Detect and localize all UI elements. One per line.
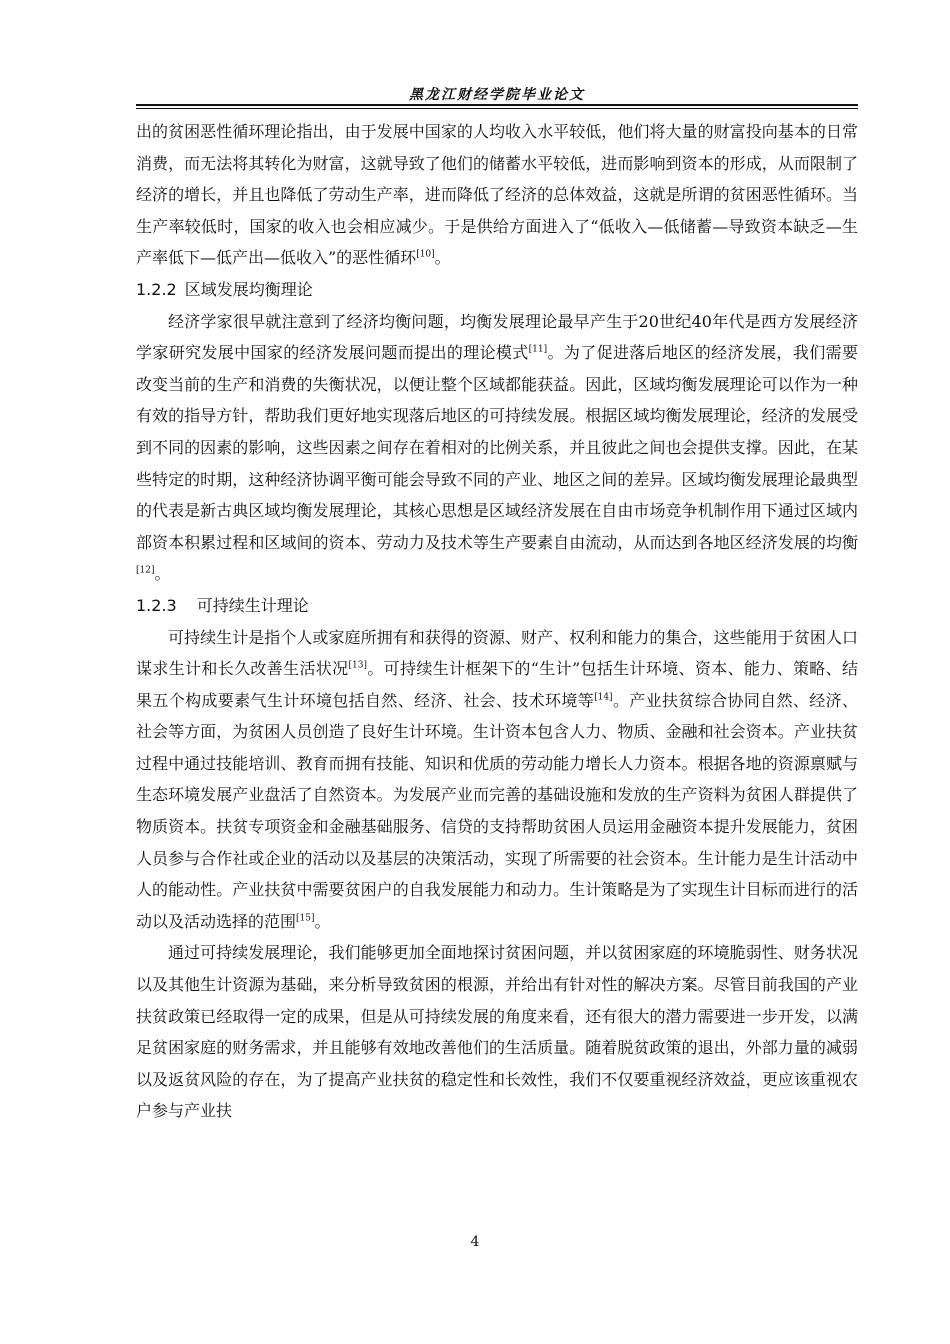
citation-ref: [10] xyxy=(416,250,435,261)
header-rule-thick xyxy=(136,104,858,106)
header-rule-thin xyxy=(136,108,858,109)
section-number: 1.2.2 xyxy=(136,279,177,299)
page-number: 4 xyxy=(470,1234,480,1250)
body-paragraph xyxy=(136,116,858,274)
section-title: 区域发展均衡理论 xyxy=(184,279,313,299)
body-paragraph xyxy=(136,622,858,938)
body-paragraph xyxy=(136,306,858,590)
citation-ref: [13] xyxy=(348,660,367,671)
citation-ref: [11] xyxy=(528,344,548,355)
paragraph-text: 出的贫困恶性循环理论指出，由于发展中国家的人均收入水平较低，他们将大量的财富投向基本的日常消费，而无法将其转化为财富，这就导致了他们的储蓄水平较低，进而影响到资本的形成，从而限制了经济的增长，并且也降低了劳动生产率，进而降低了经济的总体效益，这就是所谓的贫困恶性循环。当生产率较低时，国家的收入也会相应减少。于是供给方面进入了“低收入—低储蓄—导致资本缺乏—生产率低下—低产出—低收入”的恶性循环 xyxy=(136,122,858,268)
paragraph-text: 。 xyxy=(154,564,171,584)
paragraph-text: 。可持续生计框架下的“生计”包括生计环境、资本、能力、策略、结果五个构成要素气生计环境包括自然、经济、社会、技术环境等 xyxy=(136,659,858,710)
paragraph-text: 。 xyxy=(434,248,451,268)
page-header-title: 黑龙江财经学院毕业论文 xyxy=(409,87,585,103)
section-heading xyxy=(136,274,858,306)
section-heading xyxy=(136,590,858,622)
citation-ref: [15] xyxy=(296,913,315,924)
paragraph-text: 通过可持续发展理论，我们能够更加全面地探讨贫困问题，并以贫困家庭的环境脆弱性、财务状况以及其他生计资源为基础，来分析导致贫困的根源，并给出有针对性的解决方案。尽管目前我国的产业扶贫政策已经取得一定的成果，但是从可持续发展的角度来看，还有很大的潜力需要进一步开发，以满足贫困家庭的财务需求，并且能够有效地改善他们的生活质量。随着脱贫政策的退出，外部力量的减弱以及返贫风险的存在，为了提高产业扶贫的稳定性和长效性，我们不仅要重视经济效益，更应该重视农户参与产业扶 xyxy=(136,943,858,1121)
paragraph-text: 。 xyxy=(314,911,331,931)
paragraph-text: 。产业扶贫综合协同自然、经济、社会等方面，为贫困人员创造了良好生计环境。生计资本包含人力、物质、金融和社会资本。产业扶贫过程中通过技能培训、教育而拥有技能、知识和优质的劳动能力增长人力资本。根据各地的资源禀赋与生态环境发展产业盘活了自然资本。为发展产业而完善的基础设施和发放的生产资料为贫困人群提供了物质资本。扶贫专项资金和金融基础服务、信贷的支持帮助贫困人员运用金融资本提升发展能力，贫困人员参与合作社或企业的活动以及基层的决策活动，实现了所需要的社会资本。生计能力是生计活动中人的能动性。产业扶贫中需要贫困户的自我发展能力和动力。生计策略是为了实现生计目标而进行的活动以及活动选择的范围 xyxy=(136,690,858,931)
paragraph-text: 经济学家很早就注意到了经济均衡问题，均衡发展理论最早产生于20世纪40年代是西方发展经济学家研究发展中国家的经济发展问题而提出的理论模式 xyxy=(136,311,858,363)
section-number: 1.2.3 xyxy=(136,595,177,615)
paragraph-text: 。为了促进落后地区的经济发展，我们需要改变当前的生产和消费的失衡状况，以便让整个区域都能获益。因此，区域均衡发展理论可以作为一种有效的指导方针，帮助我们更好地实现落后地区的可持续发展。根据区域均衡发展理论，经济的发展受到不同的因素的影响，这些因素之间存在着相对的比例关系，并且彼此之间也会提供支撑。因此，在某些特定的时期，这种经济协调平衡可能会导致不同的产业、地区之间的差异。区域均衡发展理论最典型的代表是新古典区域均衡发展理论，其核心思想是区域经济发展在自由市场竞争机制作用下通过区域内部资本积累过程和区域间的资本、劳动力及技术等生产要素自由流动，从而达到各地区经济发展的均衡 xyxy=(136,343,858,552)
citation-ref: [12] xyxy=(136,565,155,576)
citation-ref: [14] xyxy=(594,692,613,703)
section-title: 可持续生计理论 xyxy=(196,595,309,615)
paragraph-text: 可持续生计是指个人或家庭所拥有和获得的资源、财产、权利和能力的集合，这些能用于贫困人口谋求生计和长久改善生活状况 xyxy=(136,627,858,679)
body-paragraph xyxy=(136,937,858,1127)
document-body xyxy=(136,116,858,1127)
